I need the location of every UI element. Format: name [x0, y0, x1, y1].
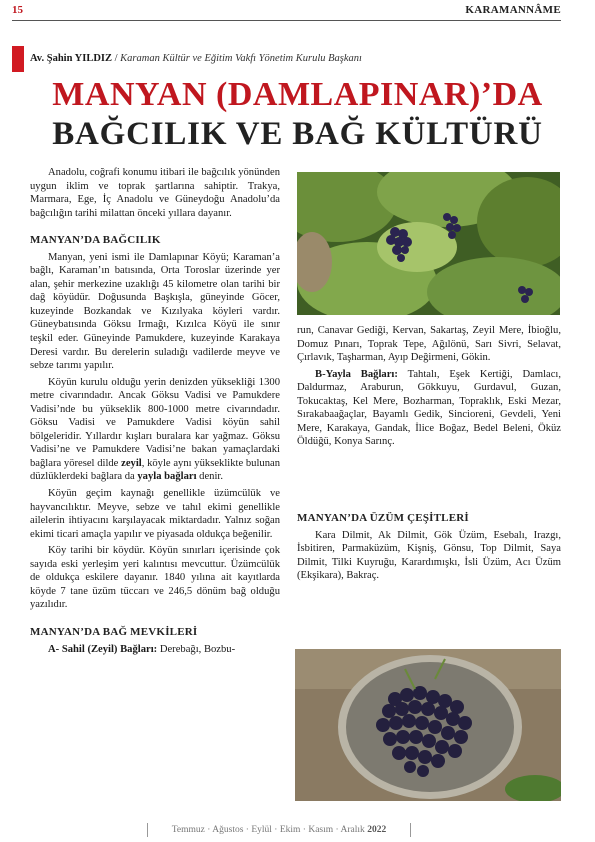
- paragraph-history: Köy tarihi bir köydür. Köyün sınırları içerisinde çok sayıda eski yerleşim yeri kalıntısı mevcuttur. Üzümcülük de oldukça eskilere dayanır. 1840 yılına ait kayıtlarda köyde 7 tane üzüm tüccarı ve 246,5 dönüm bağ olduğu yazılıdır.: [30, 545, 280, 611]
- grape-bowl-photo: [295, 649, 561, 801]
- author-separator: /: [112, 53, 121, 64]
- right-column-top: [297, 324, 561, 452]
- footer-months: Temmuz · Ağustos · Eylül · Ekim · Kasım · Aralık: [171, 825, 365, 835]
- sahil-continued: run, Canavar Gediği, Kervan, Sakartaş, Zeyil Mere, İbioğlu, Domuz Pınarı, Toprak Tepe, Ağılönü, Sarı Sivri, Selavat, Çırlavık, Taşharman, Ayıp Değirmeni, Gökin.: [297, 325, 561, 364]
- term-yayla-baglari: yayla bağları: [137, 471, 197, 483]
- article-title-line-1: MANYAN (DAMLAPINAR)’DA: [52, 76, 543, 113]
- left-column: [30, 166, 280, 659]
- paragraph-yayla-baglari: [297, 368, 561, 449]
- author-role: Karaman Kültür ve Eğitim Vakfı Yönetim Kurulu Başkanı: [120, 53, 362, 64]
- altitude-text-d: denir.: [196, 471, 224, 483]
- magazine-name: KARAMANNÂME: [465, 4, 561, 16]
- paragraph-varieties: Kara Dilmit, Ak Dilmit, Gök Üzüm, Esebalı, Irazgı, İsbitiren, Parmaküzüm, Kişniş, Gönsu, Top Dilmit, Saya Dilmit, Tilki Kuyruğu, Karardımışkı, İsli Üzüm, Acı Üzüm (Ekşikara), Bakraç.: [297, 529, 561, 582]
- footer-rule-left: [147, 823, 148, 837]
- yayla-lead: B-Yayla Bağları:: [315, 368, 398, 380]
- author-byline: [30, 53, 550, 64]
- footer-issue: [150, 825, 408, 835]
- section-heading-mevkileri: MANYAN’DA BAĞ MEVKİLERİ: [30, 625, 198, 638]
- altitude-text-a: Köyün kurulu olduğu yerin denizden yüksekliği 1300 metre civarındadır. Ancak Göksu Vadisi ve Pamukdere Vadisi’nde bu yükseklik 800-1000 metre civarındadır. Göksu Vadisi ve Pamukdere Vadisi köyün sahil bölgeleridir. Yıllardır kışları buralara kar yağmaz. Göksu Vadisi’ne ve Pamukdere Vadisi’ne bakan yamaçlardaki bağlara yöresel dilde: [30, 376, 280, 469]
- yayla-text: Tahtalı, Eşek Kertiği, Damlacı, Daldurmaz, Araburun, Gökkuyu, Gurdavul, Guzan, Tokucaktaş, Kel Mere, Bozharman, Topraklık, Eski Mezar, Sırakabaağaçlar, Bayamlı Gedik, Sincioreni, Gevdeli, Yeni Mere, Karakaya, Gandak, İlice Boğaz, Bedel Beleni, Öküz Öldüğü, Konya Sarınç.: [297, 368, 562, 448]
- article-title-line-2: BAĞCILIK VE BAĞ KÜLTÜRÜ: [52, 116, 543, 152]
- term-zeyil: zeyil: [121, 457, 142, 469]
- author-name: Av. Şahin YILDIZ: [30, 53, 112, 64]
- paragraph-livelihood: Köyün geçim kaynağı genellikle üzümcülük ve hayvancılıktır. Meyve, sebze ve tahıl ekimi genellikle ailelerin ihtiyacını karşılayacak miktardadır. Yalnız soğan ekimi ticari amaçla yapılır ve piyasada oldukça beğenilir.: [30, 488, 280, 540]
- section-heading-bagcilik: MANYAN’DA BAĞCILIK: [30, 234, 161, 247]
- author-accent-bar: [12, 46, 24, 72]
- page-number: 15: [12, 4, 23, 16]
- paragraph-altitude: [30, 376, 280, 484]
- footer-year: 2022: [367, 825, 387, 835]
- footer-rule-right: [410, 823, 411, 837]
- sahil-lead: A- Sahil (Zeyil) Bağları:: [48, 643, 158, 655]
- paragraph-location: Manyan, yeni ismi ile Damlapınar Köyü; Karaman’a bağlı, Karaman’ın batısında, Orta Toroslar üzerinde yer alan, şehir merkezine uzaklığı 45 kilometre olan tarihi bir dağ köyüdür. Doğusunda Başkışla, güneyinde Göcer, kuzeyinde Bozkandak ve Kızılyaka köyleri vardır. Güneybatısında Göksu Irmağı, Kızılca Köyü ile sınır teşkil eder. Güneyinde Pamukdere, kuzeyinde Karakaya Deresi vardır. Bu derelerin suladığı vadilerde meyve ve sebze tarımı yapılır.: [30, 251, 280, 372]
- intro-paragraph: Anadolu, coğrafi konumu itibari ile bağcılık yönünden uygun iklim ve toprak şartlarına sahiptir. Trakya, Marmara, Ege, İç Anadolu ve Güneydoğu Anadolu’da bağcılığın tarihi milattan önceki yıllara dayanır.: [30, 167, 280, 219]
- section-heading-cesitleri: MANYAN’DA ÜZÜM ÇEŞİTLERİ: [297, 512, 469, 524]
- vineyard-grapes-photo: [297, 172, 560, 315]
- sahil-text: Derebağı, Bozbu-: [157, 643, 236, 655]
- header-rule: [12, 20, 561, 21]
- altitude-text-c: , köyle aynı yükseklikte bulunan düzlüklerdeki bağlara da: [30, 457, 281, 483]
- paragraph-sahil-baglari: [30, 643, 280, 657]
- right-column-varieties: [297, 512, 561, 586]
